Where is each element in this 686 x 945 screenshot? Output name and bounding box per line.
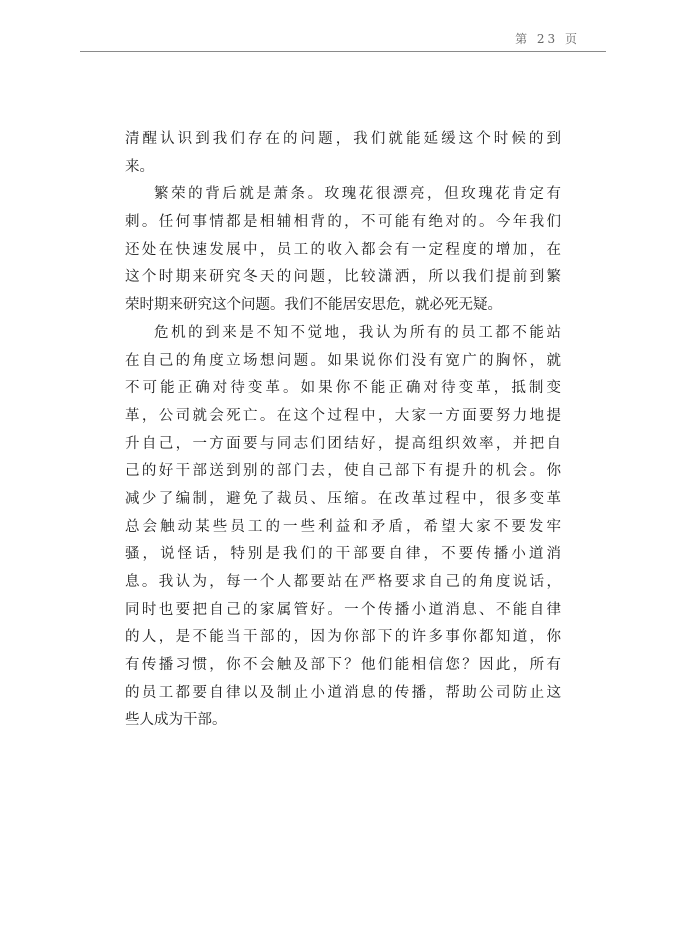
- text-line: 的员工都要自律以及制止小道消息的传播，帮助公司防止这: [125, 684, 561, 701]
- text-line: 的人，是不能当干部的，因为你部下的许多事你都知道，你: [125, 629, 561, 646]
- text-line: 来。: [125, 158, 154, 175]
- paragraph: [125, 126, 561, 181]
- text-line: 清醒认识到我们存在的问题，我们就能延缓这个时候的到: [125, 131, 561, 147]
- text-line: 不可能正确对待变革。如果你不能正确对待变革，抵制变: [125, 380, 561, 397]
- page-header: [80, 31, 606, 52]
- text-line: 同时也要把自己的家属管好。一个传播小道消息、不能自律: [125, 601, 561, 618]
- paragraph: [125, 181, 561, 319]
- text-line: 有传播习惯，你不会触及部下？他们能相信您？因此，所有: [125, 657, 561, 674]
- text-line: 刺。任何事情都是相辅相背的，不可能有绝对的。今年我们: [125, 214, 561, 231]
- text-line: 己的好干部送到别的部门去，使自己部下有提升的机会。你: [125, 463, 561, 480]
- text-line: 荣时期来研究这个问题。我们不能居安思危，就必死无疑。: [125, 297, 502, 314]
- text-line: 这个时期来研究冬天的问题，比较潇洒，所以我们提前到繁: [125, 269, 561, 286]
- document-body: [125, 126, 561, 735]
- text-line: 些人成为干部。: [125, 712, 227, 729]
- text-line: 在自己的角度立场想问题。如果说你们没有宽广的胸怀，就: [125, 352, 561, 369]
- text-line: 危机的到来是不知不觉地，我认为所有的员工都不能站: [154, 324, 561, 341]
- text-line: 减少了编制，避免了裁员、压缩。在改革过程中，很多变革: [125, 490, 561, 507]
- page-number: 第 23 页: [515, 32, 580, 46]
- paragraph: [125, 320, 561, 735]
- text-line: 革，公司就会死亡。在这个过程中，大家一方面要努力地提: [125, 407, 561, 424]
- text-line: 繁荣的背后就是萧条。玫瑰花很漂亮，但玫瑰花肯定有: [154, 186, 561, 203]
- text-line: 还处在快速发展中，员工的收入都会有一定程度的增加，在: [125, 241, 561, 258]
- text-line: 总会触动某些员工的一些利益和矛盾，希望大家不要发牢: [125, 518, 561, 535]
- text-line: 息。我认为，每一个人都要站在严格要求自己的角度说话，: [125, 574, 561, 590]
- text-line: 骚，说怪话，特别是我们的干部要自律，不要传播小道消: [125, 546, 561, 563]
- text-line: 升自己，一方面要与同志们团结好，提高组织效率，并把自: [125, 435, 561, 452]
